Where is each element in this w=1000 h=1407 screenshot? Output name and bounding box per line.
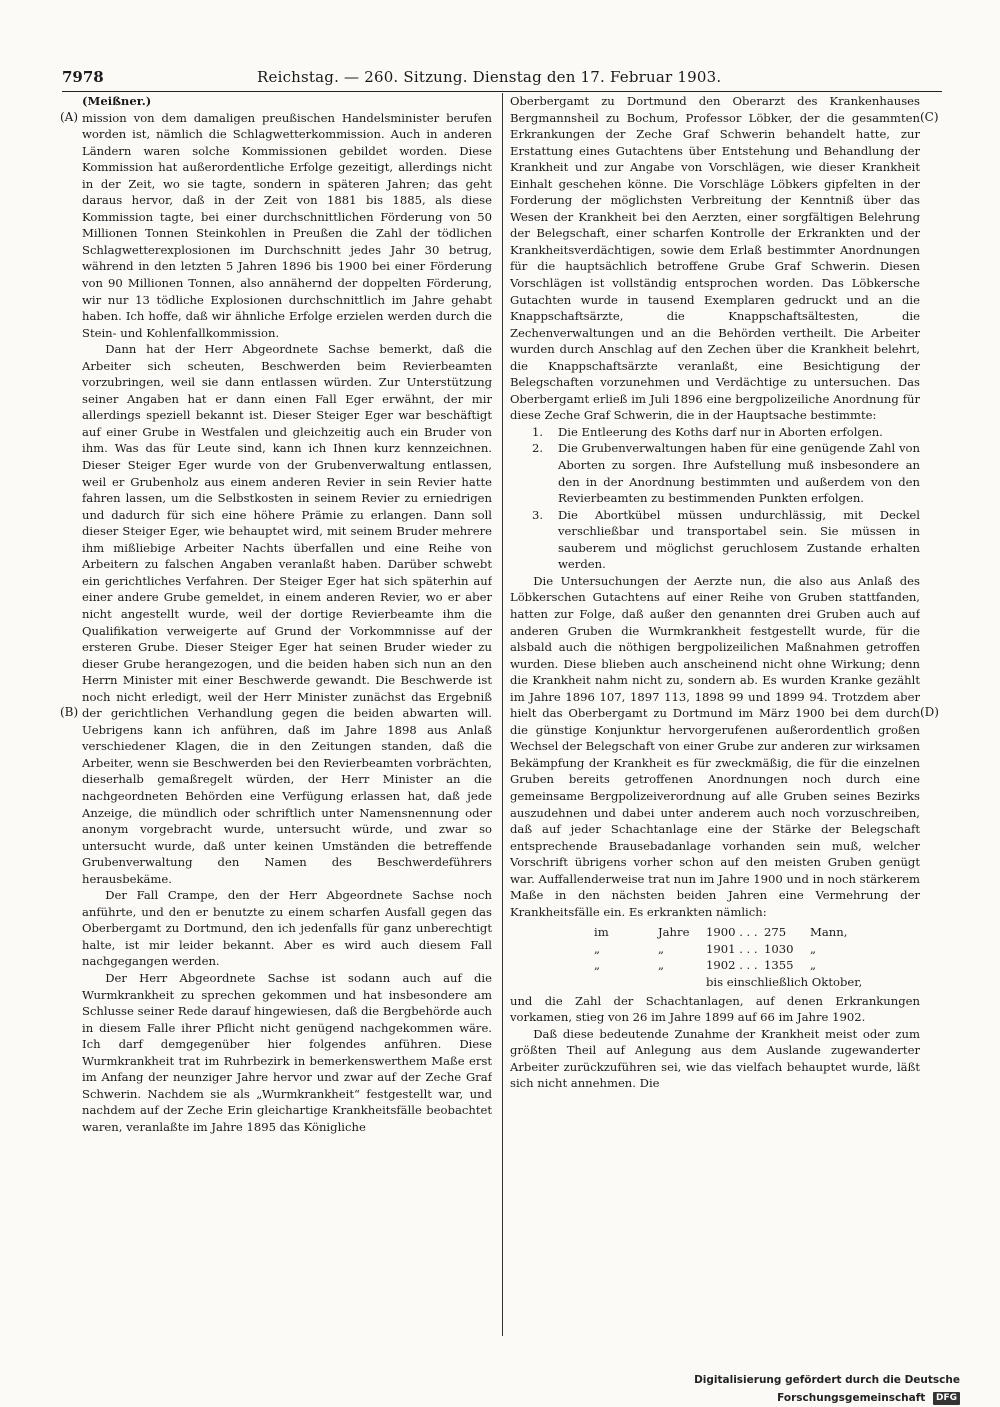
table-cell: Mann, bbox=[810, 925, 848, 940]
table-cell: 1900 . . . bbox=[706, 925, 758, 940]
left-column bbox=[82, 93, 492, 1343]
page-number: 7978 bbox=[62, 68, 104, 86]
list-item-number: 2. bbox=[532, 441, 544, 456]
page-title: Reichstag. — 260. Sitzung. Dienstag den 17. Februar 1903. bbox=[257, 68, 722, 86]
table-cell: Jahre bbox=[658, 925, 690, 940]
table-note: bis einschließlich Oktober, bbox=[706, 974, 863, 989]
right-paragraph-4: Daß diese bedeutende Zunahme der Krankheit meist oder zum größten Theil auf Anlegung aus dem Auslande zugewanderter Arbeiter zurückzuführen sei, wie das vielfach behauptet wurde, läßt sich nicht annehmen. Die bbox=[510, 1026, 920, 1091]
right-paragraph-3: und die Zahl der Schachtanlagen, auf denen Erkrankungen vorkamen, stieg von 26 im Jahre 1899 auf 66 im Jahre 1902. bbox=[510, 993, 920, 1025]
margin-marker-a: (A) bbox=[60, 110, 79, 124]
table-cell: „ bbox=[810, 941, 817, 956]
list-item-text: Die Grubenverwaltungen haben für eine genügende Zahl von Aborten zu sorgen. Ihre Aufstellung muß insbesondere an den in der Anordnung bestimmten und außerdem von den Revierbeamten zu bestimmenden Punkten erfolgen. bbox=[558, 441, 920, 506]
list-item bbox=[510, 440, 920, 506]
footer-credit bbox=[600, 1371, 960, 1404]
list-item-text: Die Abortkübel müssen undurchlässig, mit Deckel verschließbar und transportabel sein. Sie müssen in sauberem und möglichst geruchlosem Zustande erhalten werden. bbox=[558, 507, 920, 572]
table-cell: 1901 . . . bbox=[706, 941, 758, 956]
table-row bbox=[510, 924, 920, 941]
left-paragraph-3: Der Fall Crampe, den der Herr Abgeordnete Sachse noch anführte, und den er benutzte zu einem scharfen Ausfall gegen das Oberbergamt zu Dortmund, den ich jedenfalls für ganz unberechtigt halte, ist mir leider bekannt. Aber es wird auch diesem Fall nachgegangen werden. bbox=[82, 888, 492, 969]
page-header bbox=[62, 64, 942, 90]
list-item bbox=[510, 424, 920, 441]
list-item bbox=[510, 507, 920, 573]
left-paragraph-1: mission von dem damaligen preußischen Handelsminister berufen worden ist, nämlich die Schlagwetterkommission. Auch in anderen Ländern waren solche Kommissionen gebildet worden. Diese Kommission hat außerordentliche Erfolge gezeitigt, allerdings nicht in der Zeit, wo sie tagte, sondern in späteren Jahren; das geht daraus hervor, daß in der Zeit von 1881 bis 1885, als diese Kommission tagte, bei einer durchschnittlichen Förderung von 50 Millionen Tonnen Steinkohlen in Preußen die Zahl der tödlichen Schlagwetterexplosionen im Durchschnitt jedes Jahr 30 betrug, während in den letzten 5 Jahren 1896 bis 1900 bei einer Förderung von 90 Millionen Tonnen, also annähernd der doppelten Förderung, wir nur 13 tödliche Explosionen durchschnittlich im Jahre gehabt haben. Ich hoffe, daß wir ähnliche Erfolge erzielen werden durch die Stein- und Kohlenfallkommission. bbox=[82, 110, 492, 340]
table-cell: 1030 bbox=[764, 941, 794, 956]
table-cell: 1902 . . . bbox=[706, 958, 758, 973]
table-cell: 275 bbox=[764, 925, 787, 940]
footer-text: Digitalisierung gefördert durch die Deutsche Forschungsgemeinschaft bbox=[694, 1374, 960, 1404]
table-row bbox=[510, 941, 920, 958]
table-row bbox=[510, 957, 920, 974]
table-cell: im bbox=[594, 925, 609, 940]
right-paragraph-1: Oberbergamt zu Dortmund den Oberarzt des Krankenhauses Bergmannsheil zu Bochum, Professor Löbker, der die gesammten Erkrankungen der Zeche Graf Schwerin behandelt hatte, zur Erstattung eines Gutachtens über Entstehung und Behandlung der Krankheit und zur Angabe von Vorschlägen, wie dieser Krankheit Einhalt geschehen könne. Die Vorschläge Löbkers gipfelten in der Forderung der möglichsten Verbreitung der Kenntniß über das Wesen der Krankheit bei den Aerzten, einer sorgfältigen Belehrung der Belegschaft, einer scharfen Kontrolle der Erkrankten und der Krankheitsverdächtigen, sowie dem Erlaß bestimmter Anordnungen für die hauptsächlich betroffene Grube Graf Schwerin. Diesen Vorschlägen ist vollständig entsprochen worden. Das Löbkersche Gutachten wurde in tausend Exemplaren gedruckt und an die Knappschaftsärzte, die Knappschaftsältesten, die Zechenverwaltungen und an die Behörden vertheilt. Die Arbeiter wurden durch Anschlag auf den Zechen über die Krankheit belehrt, die Knappschaftsärzte veranlaßt, eine Besichtigung der Belegschaften vorzunehmen und Verdächtige zu untersuchen. Das Oberbergamt erließ im Juli 1896 eine bergpolizeiliche Anordnung für diese Zeche Graf Schwerin, die in der Hauptsache bestimmte: bbox=[510, 94, 920, 423]
table-row bbox=[510, 974, 920, 991]
left-paragraph-4: Der Herr Abgeordnete Sachse ist sodann auch auf die Wurmkrankheit zu sprechen gekommen und hat insbesondere am Schlusse seiner Rede darauf hingewiesen, daß die Bergbehörde auch in diesem Falle ihrer Pflicht nicht genügend nachgekommen wäre. Ich darf demgegenüber hier folgendes anführen. Diese Wurmkrankheit trat im Ruhrbezirk in bemerkenswerthem Maße erst im Anfang der neunziger Jahre hervor und zwar auf der Zeche Graf Schwerin. Nachdem sie als „Wurmkrankheit“ festgestellt war, und nachdem auf der Zeche Erin gleichartige Krankheitsfälle beobachtet waren, veranlaßte im Jahre 1895 das Königliche bbox=[82, 970, 492, 1134]
header-rule bbox=[62, 91, 942, 92]
list-item-number: 1. bbox=[532, 424, 544, 439]
cases-table bbox=[510, 924, 920, 990]
ordinance-list bbox=[510, 424, 920, 573]
left-paragraph-2: Dann hat der Herr Abgeordnete Sachse bemerkt, daß die Arbeiter sich scheuten, Beschwerden beim Revierbeamten vorzubringen, weil sie dann entlassen würden. Zur Unterstützung seiner Angaben hat er dann einen Fall Eger erwähnt, der mir allerdings speziell bekannt ist. Dieser Steiger Eger war beschäftigt auf einer Grube in Westfalen und gleichzeitig auch ein Bruder von ihm. Was das für Leute sind, kann ich Ihnen kurz kennzeichnen. Dieser Steiger Eger wurde von der Grubenverwaltung entlassen, weil er Grubenholz aus einem anderen Revier in sein Revier hatte fahren lassen, um die Selbstkosten in seinem Revier zu erniedrigen und dadurch für sich eine höhere Prämie zu erlangen. Dann soll dieser Steiger Eger, wie behauptet wird, mit seinem Bruder mehrere ihm mißliebige Arbeiter Nachts überfallen und eine Reihe von Arbeitern zu falschen Angaben veranlaßt haben. Darüber schwebt ein gerichtliches Verfahren. Der Steiger Eger hat sich späterhin auf einer andere Grube gemeldet, in einem anderen Revier, wo er aber nicht angestellt wurde, weil der dortige Revierbeamte ihm die Qualifikation verweigerte auf Grund der Vorkommnisse auf der ersteren Grube. Dieser Steiger Eger hat seinen Bruder wieder zu dieser Grube herangezogen, und die beiden haben sich nun an den Herrn Minister mit einer Beschwerde gewandt. Die Beschwerde ist noch nicht erledigt, weil der Herr Minister zunächst das Ergebniß der gerichtlichen Verhandlung gegen die beiden abwarten will. Uebrigens kann ich anführen, daß im Jahre 1898 aus Anlaß verschiedener Klagen, die in den Zeitungen standen, daß die Arbeiter, wenn sie Beschwerden bei den Revierbeamten vorbrächten, dieserhalb gemaßregelt würden, der Herr Minister an die nachgeordneten Behörden eine Verfügung erlassen hat, daß jede Anzeige, die mündlich oder schriftlich unter Namensnennung oder anonym vorgebracht wurde, untersucht würde, und zwar so untersucht wurde, daß unter keinen Umständen die betreffende Grubenverwaltung den Namen des Beschwerdeführers herausbekäme. bbox=[82, 342, 492, 886]
table-cell: „ bbox=[810, 958, 817, 973]
table-cell: „ bbox=[658, 958, 665, 973]
dfg-logo: DFG bbox=[933, 1392, 960, 1405]
margin-marker-c: (C) bbox=[920, 110, 939, 124]
right-paragraph-2: Die Untersuchungen der Aerzte nun, die also aus Anlaß des Löbkerschen Gutachtens auf einer Reihe von Gruben stattfanden, hatten zur Folge, daß außer den genannten drei Gruben auch auf anderen Gruben die Wurmkrankheit festgestellt wurde, für die alsbald auch die nöthigen bergpolizeilichen Maßnahmen getroffen wurden. Diese blieben auch anscheinend nicht ohne Wirkung; denn die Krankheit nahm nicht zu, sondern ab. Es wurden Kranke gezählt im Jahre 1896 107, 1897 113, 1898 99 und 1899 94. Trotzdem aber hielt das Oberbergamt zu Dortmund im März 1900 bei dem durch die günstige Konjunktur hervorgerufenen außerordentlich großen Wechsel der Belegschaft von einer Grube zur anderen zur wirksamen Bekämpfung der Krankheit es für zweckmäßig, die für die einzelnen Gruben bereits getroffenen Anordnungen noch durch eine gemeinsame Bergpolizeiverordnung auf alle Gruben seines Bezirks auszudehnen und dabei unter anderem auch noch vorzuschreiben, daß auf jeder Schachtanlage eine der Stärke der Belegschaft entsprechende Brausebadanlage vorhanden sein muß, welcher Vorschrift übrigens vorher schon auf den meisten Gruben genügt war. Auffallenderweise trat nun im Jahre 1900 und in noch stärkerem Maße in den nächsten beiden Jahren eine Vermehrung der Krankheitsfälle ein. Es erkrankten nämlich: bbox=[510, 573, 920, 919]
margin-marker-d: (D) bbox=[920, 705, 939, 719]
speaker-label: (Meißner.) bbox=[82, 94, 152, 108]
list-item-number: 3. bbox=[532, 507, 544, 522]
right-column bbox=[510, 93, 920, 1343]
margin-marker-b: (B) bbox=[60, 705, 79, 719]
table-cell: „ bbox=[658, 941, 665, 956]
column-divider bbox=[502, 93, 503, 1336]
table-cell: „ bbox=[594, 958, 601, 973]
table-cell: „ bbox=[594, 941, 601, 956]
table-cell: 1355 bbox=[764, 958, 794, 973]
list-item-text: Die Entleerung des Koths darf nur in Aborten erfolgen. bbox=[558, 424, 883, 439]
